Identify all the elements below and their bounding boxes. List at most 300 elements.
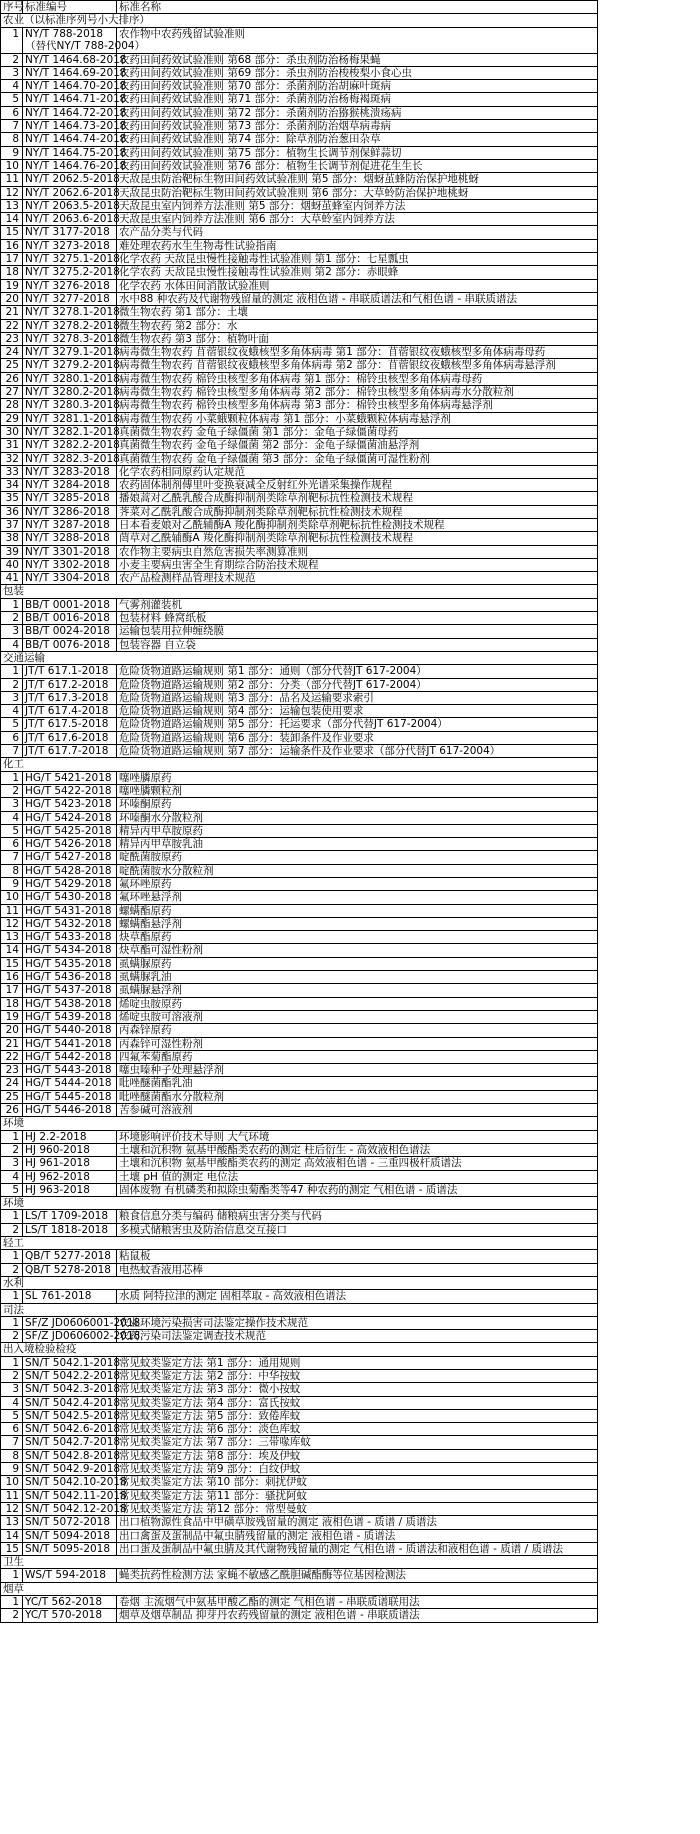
section-title: 包装: [1, 585, 598, 598]
section-row: [1, 1582, 598, 1595]
table-row: [1, 133, 598, 146]
standard-name: 农药田间药效试验准则 第70 部分：杀菌剂防治胡麻叶斑病: [117, 80, 598, 93]
standard-name: 虱螨脲悬浮剂: [117, 984, 598, 997]
standard-code: SN/T 5072-2018: [23, 1516, 117, 1529]
row-number: 21: [1, 306, 23, 319]
table-row: [1, 638, 598, 651]
standard-code: HG/T 5430-2018: [23, 891, 117, 904]
row-number: 22: [1, 319, 23, 332]
row-number: 22: [1, 1050, 23, 1063]
table-row: [1, 1542, 598, 1555]
section-row: [1, 1303, 598, 1316]
section-row: [1, 585, 598, 598]
standard-name: 病毒微生物农药 小菜蛾颗粒体病毒 第1 部分：小菜蛾颗粒体病毒悬浮剂: [117, 412, 598, 425]
row-number: 25: [1, 359, 23, 372]
standard-name: 精异丙甲草胺原药: [117, 824, 598, 837]
standard-code: HG/T 5426-2018: [23, 838, 117, 851]
standard-code: SN/T 5042.7-2018: [23, 1436, 117, 1449]
row-number: 26: [1, 372, 23, 385]
row-number: 7: [1, 851, 23, 864]
table-row: [1, 372, 598, 385]
standard-code: YC/T 562-2018: [23, 1596, 117, 1609]
standard-code: HG/T 5425-2018: [23, 824, 117, 837]
table-row: [1, 173, 598, 186]
standard-code: HG/T 5439-2018: [23, 1010, 117, 1023]
standard-code: HJ 963-2018: [23, 1183, 117, 1196]
standard-code: YC/T 570-2018: [23, 1609, 117, 1622]
table-row: [1, 1050, 598, 1063]
standard-code: HG/T 5438-2018: [23, 997, 117, 1010]
row-number: 2: [1, 1330, 23, 1343]
row-number: 14: [1, 213, 23, 226]
standard-code: HJ 960-2018: [23, 1143, 117, 1156]
row-number: 1: [1, 1250, 23, 1263]
standard-name: 炔草酯可湿性粉剂: [117, 944, 598, 957]
standard-name: 运输包装用拉伸缠绕膜: [117, 625, 598, 638]
standard-name: 常见蚊类鉴定方法 第7 部分：三带喙库蚊: [117, 1436, 598, 1449]
table-row: [1, 346, 598, 359]
row-number: 23: [1, 332, 23, 345]
table-row: [1, 279, 598, 292]
standard-name: 病毒微生物农药 苜蓿银纹夜蛾核型多角体病毒 第1 部分：苜蓿银纹夜蛾核型多角体病毒母药: [117, 346, 598, 359]
standard-code: NY/T 3280.2-2018: [23, 386, 117, 399]
standard-code: NY/T 2063.5-2018: [23, 199, 117, 212]
row-number: 2: [1, 1369, 23, 1382]
row-number: 30: [1, 425, 23, 438]
table-row: [1, 1143, 598, 1156]
table-row: [1, 1290, 598, 1303]
table-row: [1, 266, 598, 279]
standard-name: 常见蚊类鉴定方法 第3 部分：微小按蚊: [117, 1383, 598, 1396]
standard-code: SN/T 5042.2-2018: [23, 1369, 117, 1382]
header-code: 标准编号: [23, 1, 117, 14]
table-row: [1, 864, 598, 877]
row-number: 36: [1, 505, 23, 518]
standard-code: JT/T 617.3-2018: [23, 691, 117, 704]
row-number: 2: [1, 1263, 23, 1276]
standard-code: NY/T 1464.72-2018: [23, 106, 117, 119]
table-row: [1, 784, 598, 797]
row-number: 9: [1, 146, 23, 159]
standard-code: NY/T 3301-2018: [23, 545, 117, 558]
standard-code: NY/T 3304-2018: [23, 572, 117, 585]
standard-code: NY/T 788-2018 （替代NY/T 788-2004）: [23, 27, 117, 53]
standard-name: 危险货物道路运输规则 第1 部分：通则（部分代替JT 617-2004）: [117, 665, 598, 678]
standard-code: NY/T 3280.1-2018: [23, 372, 117, 385]
row-number: 8: [1, 133, 23, 146]
standard-name: 农作物中农药残留试验准则: [117, 27, 598, 53]
table-row: [1, 1356, 598, 1369]
section-title: 出入境检验检疫: [1, 1343, 598, 1356]
standard-code: HG/T 5433-2018: [23, 931, 117, 944]
section-title: 环境: [1, 1197, 598, 1210]
section-row: [1, 1343, 598, 1356]
standard-name: 土壤 pH 值的测定 电位法: [117, 1170, 598, 1183]
table-row: [1, 678, 598, 691]
standard-name: 农药固体制剂傅里叶变换衰减全反射红外光谱采集操作规程: [117, 479, 598, 492]
standard-name: 虱螨脲原药: [117, 957, 598, 970]
row-number: 1: [1, 1596, 23, 1609]
table-row: [1, 1170, 598, 1183]
row-number: 19: [1, 1010, 23, 1023]
table-row: [1, 66, 598, 79]
section-row: [1, 1237, 598, 1250]
table-row: [1, 213, 598, 226]
table-row: [1, 838, 598, 851]
table-row: [1, 1077, 598, 1090]
row-number: 5: [1, 1409, 23, 1422]
table-row: [1, 386, 598, 399]
standard-name: 常见蚊类鉴定方法 第1 部分：通用规则: [117, 1356, 598, 1369]
row-number: 1: [1, 1316, 23, 1329]
table-row: [1, 1037, 598, 1050]
table-row: [1, 292, 598, 305]
row-number: 1: [1, 1210, 23, 1223]
row-number: 24: [1, 346, 23, 359]
standard-name: 农药田间药效试验准则 第71 部分：杀菌剂防治杨梅褐斑病: [117, 93, 598, 106]
table-row: [1, 399, 598, 412]
table-row: [1, 665, 598, 678]
standard-code: HG/T 5442-2018: [23, 1050, 117, 1063]
standard-code: LS/T 1709-2018: [23, 1210, 117, 1223]
standard-name: 真菌微生物农药 金龟子绿僵菌 第1 部分：金龟子绿僵菌母药: [117, 425, 598, 438]
standard-name: 病毒微生物农药 棉铃虫核型多角体病毒 第3 部分：棉铃虫核型多角体病毒悬浮剂: [117, 399, 598, 412]
row-number: 5: [1, 93, 23, 106]
section-title: 水利: [1, 1276, 598, 1289]
standard-code: SF/Z JD0606002-2018: [23, 1330, 117, 1343]
row-number: 11: [1, 1489, 23, 1502]
standard-code: NY/T 3278.2-2018: [23, 319, 117, 332]
standard-code: NY/T 1464.71-2018: [23, 93, 117, 106]
standard-name: 出口蛋及蛋制品中氟虫腈及其代谢物残留量的测定 气相色谱 - 质谱法和液相色谱 - 质谱 / 质谱法: [117, 1542, 598, 1555]
row-number: 20: [1, 1024, 23, 1037]
row-number: 33: [1, 465, 23, 478]
row-number: 7: [1, 1436, 23, 1449]
row-number: 6: [1, 106, 23, 119]
row-number: 3: [1, 691, 23, 704]
standard-code: NY/T 3279.1-2018: [23, 346, 117, 359]
row-number: 2: [1, 53, 23, 66]
standard-name: 农业环境污染损害司法鉴定操作技术规范: [117, 1316, 598, 1329]
standard-name: 出口禽蛋及蛋制品中氟虫腈残留量的测定 液相色谱 - 质谱法: [117, 1529, 598, 1542]
standard-name: 真菌微生物农药 金龟子绿僵菌 第3 部分：金龟子绿僵菌可湿性粉剂: [117, 452, 598, 465]
row-number: 3: [1, 1157, 23, 1170]
section-title: 司法: [1, 1303, 598, 1316]
standard-name: 常见蚊类鉴定方法 第11 部分：骚扰阿蚊: [117, 1489, 598, 1502]
standard-name: 螺螨酯悬浮剂: [117, 917, 598, 930]
table-row: [1, 1157, 598, 1170]
standard-name: 常见蚊类鉴定方法 第5 部分：致倦库蚊: [117, 1409, 598, 1422]
standard-name: 菵草对乙酰辅酶A 羧化酶抑制剂类除草剂靶标抗性检测技术规程: [117, 532, 598, 545]
row-number: 27: [1, 386, 23, 399]
standard-name: 噻唑膦颗粒剂: [117, 784, 598, 797]
standard-code: HG/T 5432-2018: [23, 917, 117, 930]
standard-code: SN/T 5042.4-2018: [23, 1396, 117, 1409]
row-number: 37: [1, 518, 23, 531]
table-row: [1, 917, 598, 930]
standard-name: 土壤和沉积物 氨基甲酸酯类农药的测定 柱后衍生 - 高效液相色谱法: [117, 1143, 598, 1156]
standard-code: NY/T 3273-2018: [23, 239, 117, 252]
table-row: [1, 705, 598, 718]
row-number: 2: [1, 784, 23, 797]
standard-name: 农药田间药效试验准则 第74 部分：除草剂防治葱田杂草: [117, 133, 598, 146]
table-row: [1, 186, 598, 199]
row-number: 3: [1, 1383, 23, 1396]
table-row: [1, 718, 598, 731]
standard-name: 烯啶虫胺原药: [117, 997, 598, 1010]
table-row: [1, 1130, 598, 1143]
standard-code: BB/T 0024-2018: [23, 625, 117, 638]
table-row: [1, 1423, 598, 1436]
standard-code: NY/T 1464.73-2018: [23, 120, 117, 133]
standard-code: HG/T 5445-2018: [23, 1090, 117, 1103]
standard-code: HG/T 5436-2018: [23, 971, 117, 984]
row-number: 7: [1, 120, 23, 133]
standard-code: NY/T 3282.3-2018: [23, 452, 117, 465]
standard-name: 水质 阿特拉津的测定 固相萃取 - 高效液相色谱法: [117, 1290, 598, 1303]
standard-name: 噻唑膦原药: [117, 771, 598, 784]
row-number: 5: [1, 824, 23, 837]
section-row: [1, 1556, 598, 1569]
row-number: 10: [1, 891, 23, 904]
standard-name: 包装材料 蜂窝纸板: [117, 612, 598, 625]
standard-code: NY/T 3282.2-2018: [23, 439, 117, 452]
section-row: [1, 1197, 598, 1210]
table-row: [1, 798, 598, 811]
standard-name: 天敌昆虫防治靶标生物田间药效试验准则 第5 部分：烟蚜茧蜂防治保护地桃蚜: [117, 173, 598, 186]
standard-name: 农药田间药效试验准则 第72 部分：杀菌剂防治猕猴桃溃疡病: [117, 106, 598, 119]
standard-name: 烯啶虫胺可溶液剂: [117, 1010, 598, 1023]
row-number: 38: [1, 532, 23, 545]
row-number: 14: [1, 1529, 23, 1542]
standard-code: NY/T 1464.69-2018: [23, 66, 117, 79]
standard-code: SN/T 5042.11-2018: [23, 1489, 117, 1502]
table-row: [1, 1449, 598, 1462]
section-title: 农业（以标准序列号小大排序）: [1, 14, 598, 27]
row-number: 19: [1, 279, 23, 292]
standard-name: 常见蚊类鉴定方法 第4 部分：富氏按蚊: [117, 1396, 598, 1409]
row-number: 34: [1, 479, 23, 492]
standard-name: 蝇类抗药性检测方法 家蝇不敏感乙酰胆碱酯酶等位基因检测法: [117, 1569, 598, 1582]
table-row: [1, 731, 598, 744]
table-row: [1, 518, 598, 531]
standard-code: HG/T 5429-2018: [23, 878, 117, 891]
table-row: [1, 479, 598, 492]
standard-name: 固体废物 有机磷类和拟除虫菊酯类等47 种农药的测定 气相色谱 - 质谱法: [117, 1183, 598, 1196]
table-row: [1, 1396, 598, 1409]
row-number: 4: [1, 638, 23, 651]
row-number: 41: [1, 572, 23, 585]
row-number: 28: [1, 399, 23, 412]
standard-name: 化学农药 天敌昆虫慢性接触毒性试验准则 第1 部分：七星瓢虫: [117, 253, 598, 266]
table-row: [1, 944, 598, 957]
table-row: [1, 425, 598, 438]
standard-name: 螺螨酯原药: [117, 904, 598, 917]
row-number: 12: [1, 186, 23, 199]
standard-code: NY/T 3276-2018: [23, 279, 117, 292]
section-row: [1, 758, 598, 771]
row-number: 4: [1, 811, 23, 824]
standard-name: 危险货物道路运输规则 第5 部分：托运要求（部分代替JT 617-2004）: [117, 718, 598, 731]
standard-code: SN/T 5042.9-2018: [23, 1463, 117, 1476]
standard-code: HG/T 5422-2018: [23, 784, 117, 797]
row-number: 2: [1, 1609, 23, 1622]
header-name: 标准名称: [117, 1, 598, 14]
standard-code: HG/T 5424-2018: [23, 811, 117, 824]
standard-code: NY/T 3278.3-2018: [23, 332, 117, 345]
row-number: 10: [1, 1476, 23, 1489]
standard-code: QB/T 5278-2018: [23, 1263, 117, 1276]
standard-name: 微生物农药 第2 部分：水: [117, 319, 598, 332]
standard-name: 多模式储粮害虫及防治信息交互接口: [117, 1223, 598, 1236]
table-row: [1, 1529, 598, 1542]
row-number: 7: [1, 745, 23, 758]
standard-name: 水中88 种农药及代谢物残留量的测定 液相色谱 - 串联质谱法和气相色谱 - 串联质谱法: [117, 292, 598, 305]
standard-name: 化学农药相同原药认定规范: [117, 465, 598, 478]
table-row: [1, 1383, 598, 1396]
table-row: [1, 332, 598, 345]
row-number: 3: [1, 798, 23, 811]
standard-name: 啶酰菌胺原药: [117, 851, 598, 864]
row-number: 18: [1, 997, 23, 1010]
standard-name: 农药田间药效试验准则 第75 部分：植物生长调节剂保鲜蒜切: [117, 146, 598, 159]
standard-name: 常见蚊类鉴定方法 第9 部分：白纹伊蚊: [117, 1463, 598, 1476]
standard-name: 虱螨脲乳油: [117, 971, 598, 984]
table-row: [1, 1476, 598, 1489]
standard-code: NY/T 3279.2-2018: [23, 359, 117, 372]
standard-code: NY/T 3286-2018: [23, 505, 117, 518]
standard-name: 粮食信息分类与编码 储粮病虫害分类与代码: [117, 1210, 598, 1223]
row-number: 4: [1, 80, 23, 93]
standards-table-body: [1, 1, 598, 1623]
standard-name: 常见蚊类鉴定方法 第2 部分：中华按蚊: [117, 1369, 598, 1382]
table-row: [1, 146, 598, 159]
table-row: [1, 931, 598, 944]
row-number: 17: [1, 984, 23, 997]
table-row: [1, 625, 598, 638]
table-row: [1, 1090, 598, 1103]
standard-code: NY/T 3282.1-2018: [23, 425, 117, 438]
standard-name: 丙森锌原药: [117, 1024, 598, 1037]
row-number: 31: [1, 439, 23, 452]
row-number: 12: [1, 1502, 23, 1515]
standard-name: 农药田间药效试验准则 第73 部分：杀菌剂防治烟草病毒病: [117, 120, 598, 133]
table-row: [1, 1183, 598, 1196]
standard-code: NY/T 1464.68-2018: [23, 53, 117, 66]
table-row: [1, 984, 598, 997]
row-number: 1: [1, 598, 23, 611]
standard-name: 四氟苯菊酯原药: [117, 1050, 598, 1063]
table-row: [1, 1463, 598, 1476]
standard-code: SN/T 5042.5-2018: [23, 1409, 117, 1422]
standard-name: 病毒微生物农药 棉铃虫核型多角体病毒 第1 部分：棉铃虫核型多角体病毒母药: [117, 372, 598, 385]
row-number: 2: [1, 612, 23, 625]
section-row: [1, 1276, 598, 1289]
row-number: 10: [1, 159, 23, 172]
standard-name: 环境影响评价技术导则 大气环境: [117, 1130, 598, 1143]
standard-name: 常见蚊类鉴定方法 第10 部分：刺扰伊蚊: [117, 1476, 598, 1489]
row-number: 6: [1, 731, 23, 744]
standard-code: JT/T 617.5-2018: [23, 718, 117, 731]
table-row: [1, 1104, 598, 1117]
row-number: 11: [1, 904, 23, 917]
table-row: [1, 452, 598, 465]
standard-code: NY/T 3284-2018: [23, 479, 117, 492]
standard-code: NY/T 3278.1-2018: [23, 306, 117, 319]
standard-name: 危险货物道路运输规则 第2 部分：分类（部分代替JT 617-2004）: [117, 678, 598, 691]
standard-code: JT/T 617.6-2018: [23, 731, 117, 744]
standard-code: NY/T 3281.1-2018: [23, 412, 117, 425]
table-row: [1, 465, 598, 478]
row-number: 13: [1, 1516, 23, 1529]
standard-name: 天敌昆虫室内饲养方法准则 第5 部分：烟蚜茧蜂室内饲养方法: [117, 199, 598, 212]
table-row: [1, 612, 598, 625]
standard-code: HG/T 5437-2018: [23, 984, 117, 997]
row-number: 21: [1, 1037, 23, 1050]
standard-name: 常见蚊类鉴定方法 第6 部分：淡色库蚊: [117, 1423, 598, 1436]
table-row: [1, 1316, 598, 1329]
standard-name: 天敌昆虫室内饲养方法准则 第6 部分：大草蛉室内饲养方法: [117, 213, 598, 226]
table-row: [1, 1263, 598, 1276]
row-number: 15: [1, 1542, 23, 1555]
standard-code: JT/T 617.4-2018: [23, 705, 117, 718]
table-row: [1, 957, 598, 970]
row-number: 15: [1, 957, 23, 970]
table-row: [1, 891, 598, 904]
table-row: [1, 120, 598, 133]
row-number: 13: [1, 199, 23, 212]
table-row: [1, 505, 598, 518]
table-row: [1, 811, 598, 824]
standard-code: HG/T 5440-2018: [23, 1024, 117, 1037]
standard-code: SF/Z JD0606001-2018: [23, 1316, 117, 1329]
standard-name: 小麦主要病虫害全生育期综合防治技术规程: [117, 558, 598, 571]
table-row: [1, 306, 598, 319]
standard-code: NY/T 3302-2018: [23, 558, 117, 571]
row-number: 16: [1, 239, 23, 252]
standard-code: HG/T 5423-2018: [23, 798, 117, 811]
table-row: [1, 745, 598, 758]
standard-code: JT/T 617.2-2018: [23, 678, 117, 691]
row-number: 1: [1, 1569, 23, 1582]
standard-code: SN/T 5042.10-2018: [23, 1476, 117, 1489]
standard-name: 农药田间药效试验准则 第69 部分：杀虫剂防治梭梭梨小食心虫: [117, 66, 598, 79]
standard-name: 啶酰菌胺水分散粒剂: [117, 864, 598, 877]
standard-name: 微生物农药 第1 部分：土壤: [117, 306, 598, 319]
standard-code: HG/T 5443-2018: [23, 1064, 117, 1077]
standard-name: 环嗪酮原药: [117, 798, 598, 811]
standard-name: 农药污染司法鉴定调查技术规范: [117, 1330, 598, 1343]
row-number: 18: [1, 266, 23, 279]
table-row: [1, 1064, 598, 1077]
standard-code: NY/T 2062.5-2018: [23, 173, 117, 186]
table-row: [1, 1489, 598, 1502]
row-number: 4: [1, 705, 23, 718]
standard-code: SN/T 5042.3-2018: [23, 1383, 117, 1396]
standard-name: 环嗪酮水分散粒剂: [117, 811, 598, 824]
standard-code: SN/T 5094-2018: [23, 1529, 117, 1542]
section-title: 化工: [1, 758, 598, 771]
table-row: [1, 253, 598, 266]
standard-name: 烟草及烟草制品 抑芽丹农药残留量的测定 液相色谱 - 串联质谱法: [117, 1609, 598, 1622]
table-row: [1, 1596, 598, 1609]
row-number: 32: [1, 452, 23, 465]
standard-name: 病毒微生物农药 苜蓿银纹夜蛾核型多角体病毒 第2 部分：苜蓿银纹夜蛾核型多角体病毒悬浮剂: [117, 359, 598, 372]
standard-name: 丙森锌可湿性粉剂: [117, 1037, 598, 1050]
standard-name: 农作物主要病虫自然危害损失率测算准则: [117, 545, 598, 558]
row-number: 2: [1, 1143, 23, 1156]
standard-name: 化学农药 水体田间消散试验准则: [117, 279, 598, 292]
